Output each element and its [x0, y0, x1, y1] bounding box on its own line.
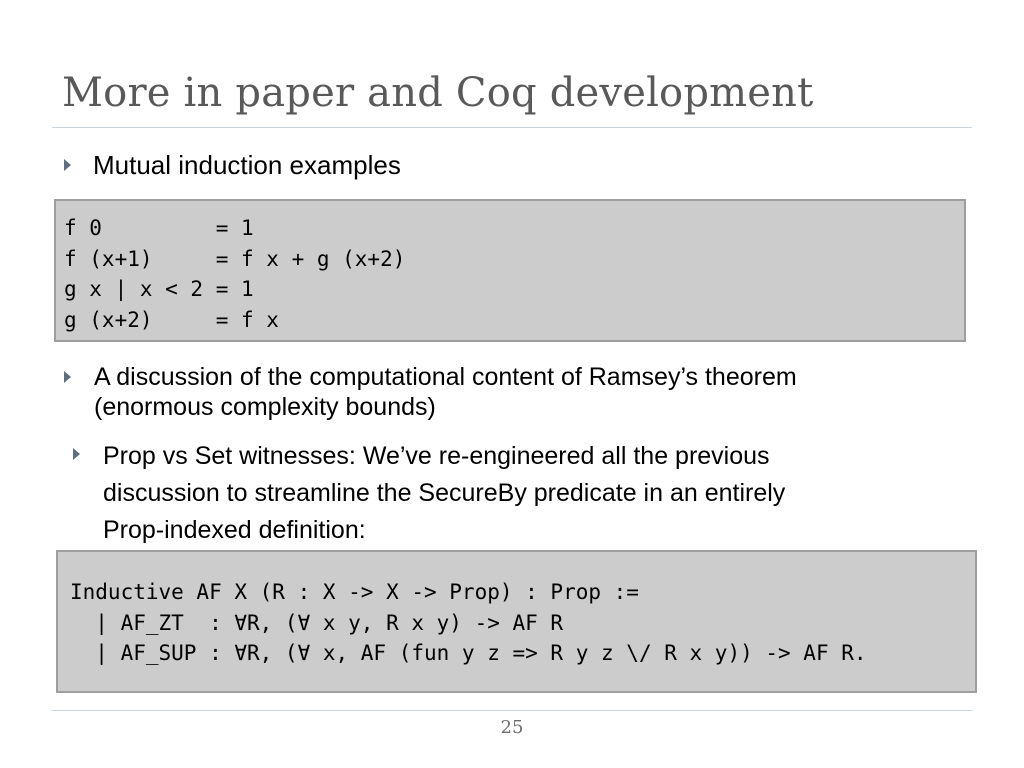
- bullet-text-line: A discussion of the computational content of Ramsey’s theorem: [94, 363, 797, 391]
- code-line: | AF_ZT : ∀R, (∀ x y, R x y) -> AF R: [70, 610, 564, 635]
- bullet-text-line: Prop vs Set witnesses: We’ve re-engineered all the previous: [103, 442, 770, 470]
- bullet-arrow-icon: [64, 371, 71, 383]
- bullet-text-line: Mutual induction examples: [93, 150, 401, 180]
- bullet-prop-vs-set: [73, 438, 785, 549]
- slide-title: More in paper and Coq development: [62, 70, 814, 116]
- page-number: 25: [500, 717, 524, 738]
- code-line: Inductive AF X (R : X -> X -> Prop) : Prop :=: [70, 580, 639, 604]
- code-block-mutual-induction: [54, 199, 966, 342]
- bullet-text-line: discussion to streamline the SecureBy predicate in an entirely: [103, 479, 786, 507]
- bullet-text-line: Prop-indexed definition:: [103, 516, 366, 544]
- title-divider: [52, 127, 972, 128]
- bullet-text-line: (enormous complexity bounds): [94, 393, 436, 421]
- bullet-arrow-icon: [73, 448, 80, 460]
- code-line: f 0 = 1: [64, 216, 254, 240]
- bullet-ramsey-discussion: [64, 362, 797, 422]
- bullet-arrow-icon: [64, 159, 71, 171]
- bullet-mutual-induction: [64, 150, 401, 180]
- code-block-inductive-af: [56, 550, 977, 693]
- footer-divider: [52, 710, 972, 711]
- code-line: g (x+2) = f x: [64, 307, 279, 332]
- code-line: f (x+1) = f x + g (x+2): [64, 246, 406, 271]
- code-line: g x | x < 2 = 1: [64, 277, 254, 301]
- code-line: | AF_SUP : ∀R, (∀ x, AF (fun y z => R y z \/ R x y)) -> AF R.: [70, 641, 867, 665]
